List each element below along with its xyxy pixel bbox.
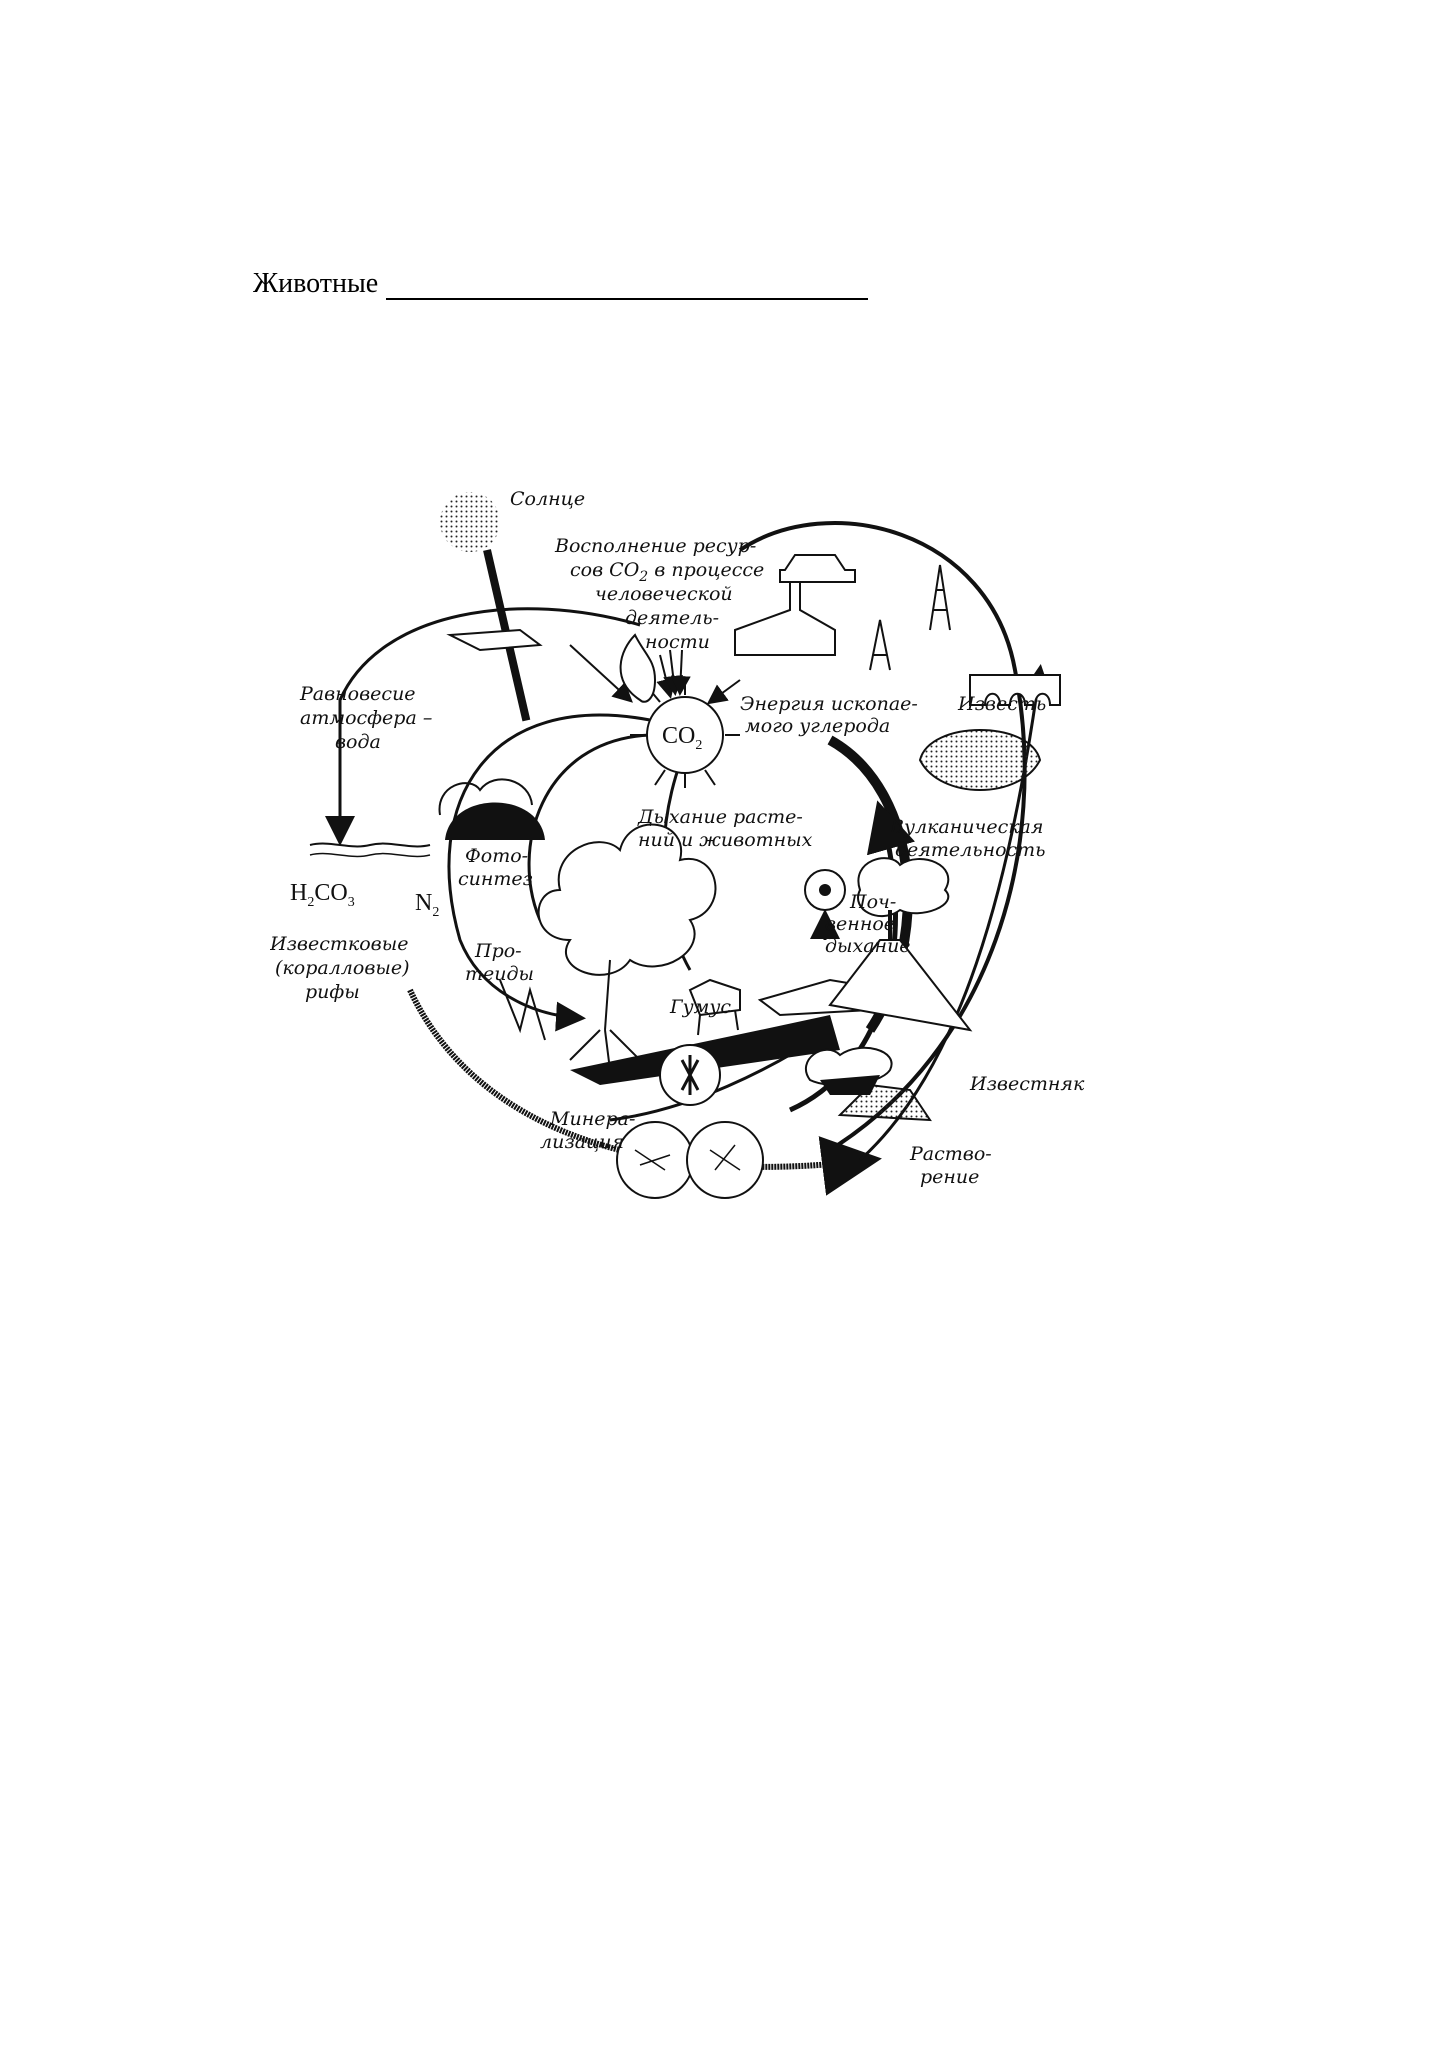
label-volcanic: Вулканическая деятельность [890, 816, 1046, 861]
label-mineralization: Минера- лизация [540, 1108, 636, 1153]
label-dissolution: Раство- рение [910, 1143, 992, 1188]
photosynthesis-dome [445, 803, 545, 841]
label-reefs: Известковые (коралловые) рифы [270, 933, 410, 1003]
label-proteids: Про- теиды [465, 940, 535, 985]
label-respiration: Дыхание расте- ний и животных [638, 806, 813, 851]
carbon-cycle-svg [270, 470, 1140, 1230]
label-replenish: Восполнение ресур- сов $CO_2$ в процессе человеческой деятель- ности [555, 535, 765, 653]
label-h2co3: $H_2CO_3$ [290, 880, 355, 910]
label-soil-respiration: Поч- венное дыхание [825, 891, 911, 957]
car-icon [780, 555, 855, 582]
label-photosynthesis: Фото- синтез [458, 845, 534, 890]
soil-bug-icon [819, 884, 831, 896]
label-n2: $N_2$ [415, 890, 440, 920]
label-limestone: Известняк [970, 1073, 1085, 1095]
water-waves [310, 844, 430, 847]
label-sun: Солнце [510, 488, 586, 510]
animals-answer-line [253, 268, 868, 300]
label-lime: Известь [958, 693, 1047, 715]
label-equilibrium: Равновесие атмосфера – вода [300, 683, 433, 753]
co2-label: $CO_2$ [662, 723, 703, 753]
water-waves-2 [310, 854, 430, 857]
factory-icon [735, 580, 835, 655]
animals-label: Животные [253, 268, 379, 299]
answer-blank [386, 270, 868, 300]
label-humus: Гумус [670, 996, 732, 1018]
label-fossil-energy: Энергия ископае- мого углерода [740, 693, 918, 737]
sun-shape [440, 492, 500, 552]
carbon-cycle-diagram [270, 470, 1140, 1230]
oil-derricks [870, 565, 950, 670]
airplane-icon [450, 630, 540, 650]
